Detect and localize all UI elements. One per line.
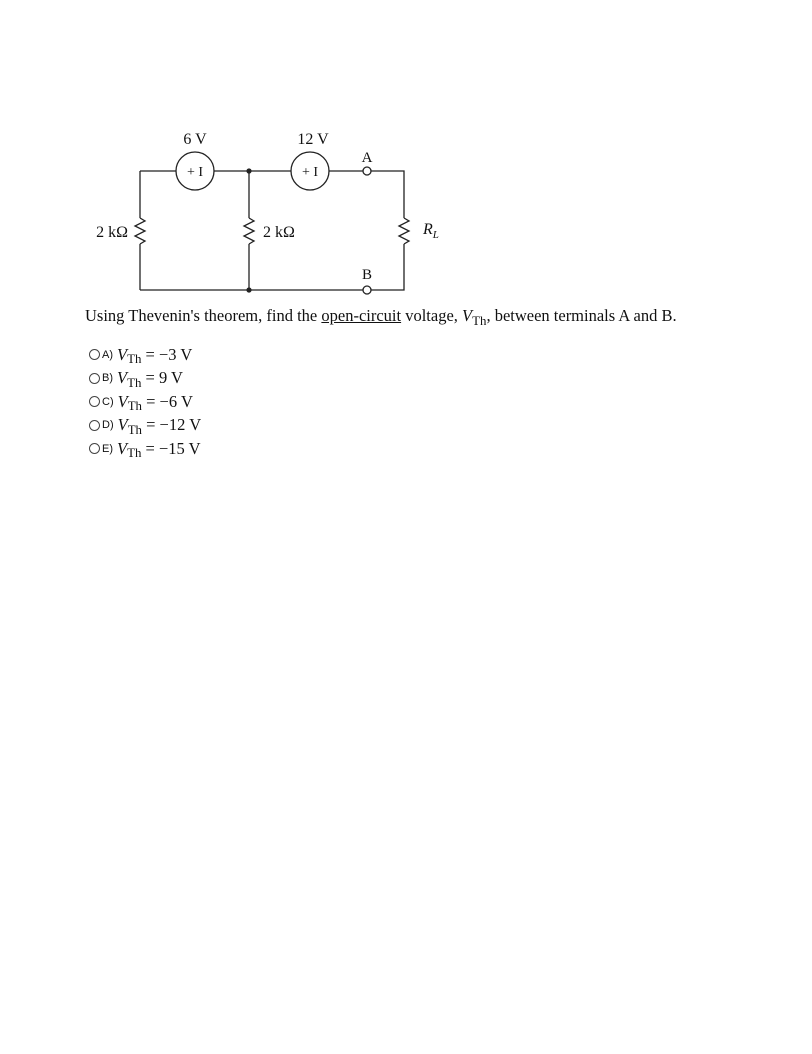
option-d[interactable] bbox=[89, 414, 201, 438]
circuit-diagram bbox=[0, 0, 812, 300]
resistor-mid-label: 2 kΩ bbox=[263, 224, 295, 241]
option-text: $V_{Th} = -15$ V bbox=[117, 438, 201, 461]
load-resistor-symbol bbox=[399, 218, 409, 244]
option-text: $V_{Th} = -6$ V bbox=[117, 391, 193, 414]
question-part: , between terminals A and B. bbox=[486, 306, 677, 325]
question-part: Using Thevenin's theorem, find the bbox=[85, 306, 322, 325]
radio-button[interactable] bbox=[89, 420, 100, 431]
option-letter: D) bbox=[102, 419, 114, 432]
option-letter: A) bbox=[102, 348, 113, 361]
wire bbox=[371, 244, 404, 290]
source-left-label: 6 V bbox=[183, 131, 207, 148]
terminal-a bbox=[363, 167, 371, 175]
radio-button[interactable] bbox=[89, 373, 100, 384]
option-e[interactable] bbox=[89, 437, 201, 461]
question-underlined-term: open-circuit bbox=[321, 306, 402, 325]
terminal-b-label: B bbox=[361, 267, 373, 283]
resistor-left-label: 2 kΩ bbox=[96, 224, 128, 241]
terminal-b bbox=[363, 286, 371, 294]
source-right-label: 12 V bbox=[297, 131, 329, 148]
resistor-left-symbol bbox=[135, 218, 145, 244]
radio-button[interactable] bbox=[89, 349, 100, 360]
junction-dot bbox=[246, 287, 251, 292]
question-text bbox=[85, 306, 677, 326]
option-letter: E) bbox=[102, 442, 113, 455]
option-text: $V_{Th} = -3$ V bbox=[117, 344, 193, 367]
question-variable: $V_{Th}$ bbox=[462, 306, 487, 328]
question-part: voltage, bbox=[401, 306, 463, 325]
terminal-a-label: A bbox=[361, 150, 373, 166]
option-text: $V_{Th} = -12$ V bbox=[117, 415, 202, 437]
source-right-symbol: + I bbox=[301, 165, 319, 180]
load-resistor-label: $R_L$ bbox=[423, 221, 439, 241]
option-c[interactable] bbox=[89, 390, 201, 414]
option-b[interactable] bbox=[89, 367, 201, 391]
radio-button[interactable] bbox=[89, 396, 100, 407]
option-text: $V_{Th} = 9$ V bbox=[117, 368, 183, 390]
radio-button[interactable] bbox=[89, 443, 100, 454]
option-letter: C) bbox=[102, 395, 114, 408]
resistor-mid-symbol bbox=[244, 218, 254, 244]
wire bbox=[371, 171, 404, 218]
answer-options bbox=[89, 343, 201, 461]
option-a[interactable] bbox=[89, 343, 201, 367]
option-letter: B) bbox=[102, 372, 113, 385]
source-left-symbol: + I bbox=[186, 165, 204, 180]
junction-dot bbox=[246, 168, 251, 173]
